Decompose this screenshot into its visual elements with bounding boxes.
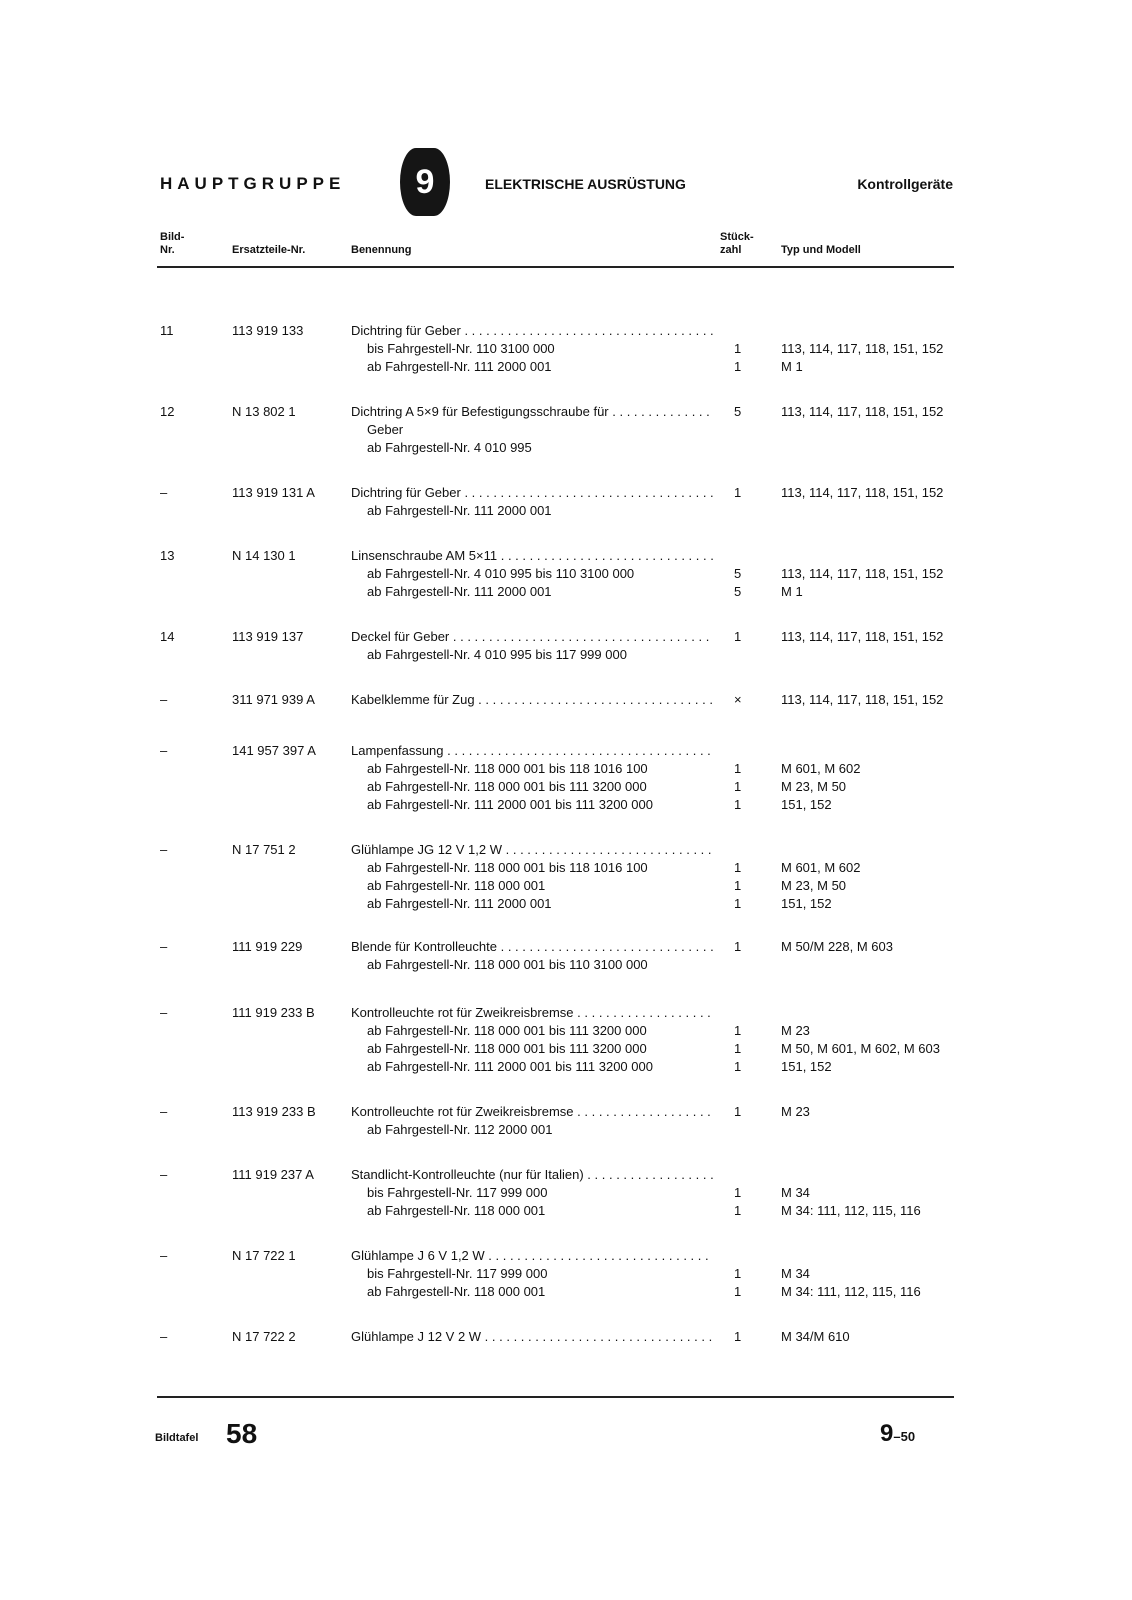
row-description-main: Standlicht-Kontrolleuchte (nur für Italien) . . . bbox=[351, 1166, 713, 1184]
row-description-main: Dichtring A 5×9 für Befestigungsschraube für . . . bbox=[351, 403, 713, 421]
row-quantity: × bbox=[734, 692, 742, 707]
row-quantity: 1 bbox=[734, 1284, 742, 1299]
row-description-main: Kontrolleuchte rot für Zweikreisbremse . . . bbox=[351, 1103, 713, 1121]
row-type-model: M 50, M 601, M 602, M 603 bbox=[781, 1041, 940, 1056]
row-description bbox=[351, 628, 713, 664]
row-description-subline: ab Fahrgestell-Nr. 111 2000 001 bbox=[367, 896, 552, 911]
row-description bbox=[351, 484, 713, 520]
row-part-number: 111 919 237 A bbox=[232, 1167, 314, 1182]
row-description-main: Glühlampe J 6 V 1,2 W . . . bbox=[351, 1247, 713, 1265]
row-quantity: 1 bbox=[734, 1104, 742, 1119]
row-quantity: 1 bbox=[734, 1185, 742, 1200]
row-quantity: 5 bbox=[734, 584, 742, 599]
row-type-model: 113, 114, 117, 118, 151, 152 bbox=[781, 566, 944, 581]
column-header-typ: Typ und Modell bbox=[781, 244, 861, 256]
row-bild-nr: – bbox=[160, 842, 168, 857]
row-description-subline: ab Fahrgestell-Nr. 4 010 995 bbox=[367, 440, 532, 455]
row-description-subline: bis Fahrgestell-Nr. 117 999 000 bbox=[367, 1266, 548, 1281]
row-part-number: N 13 802 1 bbox=[232, 404, 296, 419]
row-type-model: M 1 bbox=[781, 584, 803, 599]
row-quantity: 1 bbox=[734, 860, 742, 875]
row-bild-nr: – bbox=[160, 1329, 168, 1344]
row-quantity: 1 bbox=[734, 761, 742, 776]
row-quantity: 5 bbox=[734, 404, 742, 419]
row-description-subline: Geber bbox=[367, 422, 404, 437]
row-type-model: 113, 114, 117, 118, 151, 152 bbox=[781, 404, 944, 419]
row-part-number: 311 971 939 A bbox=[232, 692, 315, 707]
row-part-number: N 17 722 1 bbox=[232, 1248, 296, 1263]
row-type-model: M 34/M 610 bbox=[781, 1329, 850, 1344]
row-description bbox=[351, 1247, 713, 1301]
row-quantity: 1 bbox=[734, 878, 742, 893]
row-description-subline: ab Fahrgestell-Nr. 111 2000 001 bbox=[367, 359, 552, 374]
header-rule bbox=[157, 266, 954, 268]
row-description bbox=[351, 1004, 713, 1076]
row-description-subline: ab Fahrgestell-Nr. 118 000 001 bis 118 1016 100 bbox=[367, 860, 648, 875]
row-description-subline: ab Fahrgestell-Nr. 118 000 001 bbox=[367, 1203, 546, 1218]
row-bild-nr: 14 bbox=[160, 629, 175, 644]
row-type-model: M 23, M 50 bbox=[781, 779, 847, 794]
row-quantity: 5 bbox=[734, 566, 742, 581]
row-part-number: N 14 130 1 bbox=[232, 548, 296, 563]
group-label: HAUPTGRUPPE bbox=[160, 174, 346, 193]
row-quantity: 1 bbox=[734, 1203, 742, 1218]
row-quantity: 1 bbox=[734, 939, 742, 954]
row-quantity: 1 bbox=[734, 359, 742, 374]
row-bild-nr: – bbox=[160, 1104, 168, 1119]
row-type-model: M 23 bbox=[781, 1104, 810, 1119]
row-type-model: M 601, M 602 bbox=[781, 860, 861, 875]
row-type-model: 151, 152 bbox=[781, 1059, 832, 1074]
row-part-number: 113 919 137 bbox=[232, 629, 304, 644]
row-bild-nr: – bbox=[160, 1005, 168, 1020]
row-bild-nr: – bbox=[160, 692, 168, 707]
row-description bbox=[351, 691, 713, 709]
row-description bbox=[351, 1103, 713, 1139]
row-description-subline: ab Fahrgestell-Nr. 118 000 001 bis 111 3200 000 bbox=[367, 1023, 647, 1038]
row-description-main: Kabelklemme für Zug . . . bbox=[351, 691, 713, 709]
row-type-model: 113, 114, 117, 118, 151, 152 bbox=[781, 692, 944, 707]
row-description bbox=[351, 742, 713, 814]
row-quantity: 1 bbox=[734, 485, 742, 500]
row-description-main: Glühlampe J 12 V 2 W . . . bbox=[351, 1328, 713, 1346]
row-type-model: M 34: 111, 112, 115, 116 bbox=[781, 1203, 921, 1218]
row-bild-nr: – bbox=[160, 939, 168, 954]
row-description-subline: ab Fahrgestell-Nr. 4 010 995 bis 117 999 000 bbox=[367, 647, 627, 662]
column-header-bild-line2: Nr. bbox=[160, 244, 175, 256]
row-description-subline: bis Fahrgestell-Nr. 110 3100 000 bbox=[367, 341, 555, 356]
row-description-subline: ab Fahrgestell-Nr. 112 2000 001 bbox=[367, 1122, 553, 1137]
row-description-subline: bis Fahrgestell-Nr. 117 999 000 bbox=[367, 1185, 548, 1200]
column-header-stueckzahl bbox=[720, 231, 754, 257]
row-quantity: 1 bbox=[734, 1329, 742, 1344]
page-number-main: 9 bbox=[880, 1420, 894, 1447]
row-quantity: 1 bbox=[734, 1023, 742, 1038]
row-part-number: N 17 722 2 bbox=[232, 1329, 296, 1344]
row-description-subline: ab Fahrgestell-Nr. 111 2000 001 bbox=[367, 584, 552, 599]
row-bild-nr: – bbox=[160, 743, 168, 758]
row-type-model: 151, 152 bbox=[781, 896, 832, 911]
row-type-model: M 1 bbox=[781, 359, 803, 374]
row-bild-nr: – bbox=[160, 1167, 168, 1182]
row-type-model: 113, 114, 117, 118, 151, 152 bbox=[781, 629, 944, 644]
row-type-model: M 34 bbox=[781, 1266, 810, 1281]
row-quantity: 1 bbox=[734, 1266, 742, 1281]
row-description-subline: ab Fahrgestell-Nr. 118 000 001 bis 111 3200 000 bbox=[367, 779, 647, 794]
row-description-main: Linsenschraube AM 5×11 . . . bbox=[351, 547, 713, 565]
plate-number: 58 bbox=[226, 1418, 258, 1449]
subsection-title: Kontrollgeräte bbox=[857, 176, 953, 192]
row-description bbox=[351, 1166, 713, 1220]
section-title: ELEKTRISCHE AUSRÜSTUNG bbox=[485, 176, 686, 192]
row-bild-nr: – bbox=[160, 485, 168, 500]
row-type-model: M 23 bbox=[781, 1023, 810, 1038]
row-type-model: M 34: 111, 112, 115, 116 bbox=[781, 1284, 921, 1299]
page-number bbox=[880, 1420, 915, 1448]
page-number-sub: –50 bbox=[893, 1429, 916, 1444]
row-quantity: 1 bbox=[734, 1041, 742, 1056]
row-type-model: M 601, M 602 bbox=[781, 761, 861, 776]
row-description-subline: ab Fahrgestell-Nr. 111 2000 001 bbox=[367, 503, 552, 518]
column-header-benennung: Benennung bbox=[351, 244, 412, 256]
row-description bbox=[351, 841, 713, 913]
row-quantity: 1 bbox=[734, 341, 742, 356]
row-description-main: Deckel für Geber . . . bbox=[351, 628, 713, 646]
column-header-stueck-line2: zahl bbox=[720, 244, 742, 256]
row-description-main: Blende für Kontrolleuchte . . . bbox=[351, 938, 713, 956]
row-part-number: 111 919 233 B bbox=[232, 1005, 315, 1020]
row-part-number: 113 919 131 A bbox=[232, 485, 315, 500]
row-description bbox=[351, 322, 713, 376]
row-type-model: M 50/M 228, M 603 bbox=[781, 939, 893, 954]
row-quantity: 1 bbox=[734, 1059, 742, 1074]
column-header-bild-line1: Bild- bbox=[160, 231, 185, 243]
row-type-model: 113, 114, 117, 118, 151, 152 bbox=[781, 485, 944, 500]
row-description-subline: ab Fahrgestell-Nr. 118 000 001 bis 110 3100 000 bbox=[367, 957, 648, 972]
row-description-subline: ab Fahrgestell-Nr. 4 010 995 bis 110 3100 000 bbox=[367, 566, 635, 581]
row-quantity: 1 bbox=[734, 797, 742, 812]
column-header-stueck-line1: Stück- bbox=[720, 231, 754, 243]
row-bild-nr: 12 bbox=[160, 404, 175, 419]
row-bild-nr: 11 bbox=[160, 323, 174, 338]
row-quantity: 1 bbox=[734, 779, 742, 794]
footer-label: Bildtafel bbox=[155, 1432, 199, 1444]
row-quantity: 1 bbox=[734, 629, 742, 644]
row-description bbox=[351, 547, 713, 601]
row-part-number: 113 919 133 bbox=[232, 323, 304, 338]
row-description-subline: ab Fahrgestell-Nr. 118 000 001 bis 111 3200 000 bbox=[367, 1041, 647, 1056]
row-part-number: 113 919 233 B bbox=[232, 1104, 316, 1119]
row-description-main: Lampenfassung . . . bbox=[351, 742, 713, 760]
row-bild-nr: – bbox=[160, 1248, 168, 1263]
row-bild-nr: 13 bbox=[160, 548, 175, 563]
row-type-model: 113, 114, 117, 118, 151, 152 bbox=[781, 341, 944, 356]
row-description-subline: ab Fahrgestell-Nr. 118 000 001 bbox=[367, 1284, 546, 1299]
column-header-bild bbox=[160, 231, 184, 257]
row-part-number: 141 957 397 A bbox=[232, 743, 316, 758]
row-type-model: M 23, M 50 bbox=[781, 878, 847, 893]
row-type-model: 151, 152 bbox=[781, 797, 832, 812]
row-description-main: Kontrolleuchte rot für Zweikreisbremse . . . bbox=[351, 1004, 713, 1022]
row-description-subline: ab Fahrgestell-Nr. 118 000 001 bbox=[367, 878, 546, 893]
row-description-subline: ab Fahrgestell-Nr. 111 2000 001 bis 111 3200 000 bbox=[367, 797, 653, 812]
row-part-number: 111 919 229 bbox=[232, 939, 303, 954]
row-description-subline: ab Fahrgestell-Nr. 118 000 001 bis 118 1016 100 bbox=[367, 761, 648, 776]
row-type-model: M 34 bbox=[781, 1185, 810, 1200]
row-description bbox=[351, 403, 713, 457]
footer-rule bbox=[157, 1396, 954, 1398]
row-quantity: 1 bbox=[734, 896, 742, 911]
row-description-main: Dichtring für Geber . . . bbox=[351, 322, 713, 340]
row-part-number: N 17 751 2 bbox=[232, 842, 296, 857]
group-number-badge: 9 bbox=[400, 148, 450, 216]
column-header-ersatzteil: Ersatzteile-Nr. bbox=[232, 244, 306, 256]
row-description-main: Dichtring für Geber . . . bbox=[351, 484, 713, 502]
row-description-subline: ab Fahrgestell-Nr. 111 2000 001 bis 111 3200 000 bbox=[367, 1059, 653, 1074]
row-description bbox=[351, 938, 713, 974]
row-description bbox=[351, 1328, 713, 1346]
row-description-main: Glühlampe JG 12 V 1,2 W . . . bbox=[351, 841, 713, 859]
